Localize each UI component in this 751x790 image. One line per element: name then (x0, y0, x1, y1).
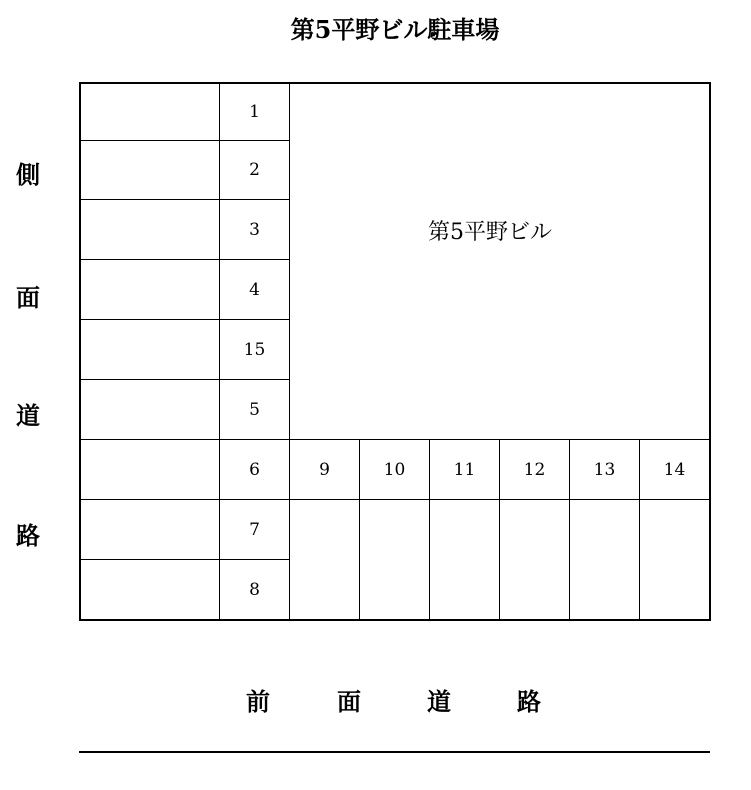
parking-space: 2 (219, 140, 290, 200)
front-road-char: 路 (517, 687, 541, 716)
left-space (79, 499, 220, 560)
front-road-char: 前 (246, 687, 270, 716)
left-space (79, 259, 220, 320)
lower-space (359, 499, 430, 620)
parking-space: 10 (359, 439, 430, 500)
left-space (79, 82, 220, 141)
left-space (79, 439, 220, 500)
left-space (79, 199, 220, 260)
parking-space: 13 (569, 439, 640, 500)
side-road-char: 側 (16, 160, 40, 189)
left-space (79, 379, 220, 440)
side-road-char: 面 (16, 283, 40, 312)
side-road-char: 道 (16, 401, 40, 430)
page-title: 第5平野ビル駐車場 (290, 15, 500, 44)
lower-space (639, 499, 710, 620)
parking-space: 1 (219, 82, 290, 141)
parking-space: 4 (219, 259, 290, 320)
building-label: 第5平野ビル (428, 220, 552, 245)
parking-space: 3 (219, 199, 290, 260)
left-space (79, 559, 220, 620)
parking-space: 14 (639, 439, 710, 500)
parking-space: 11 (429, 439, 500, 500)
lower-space (569, 499, 640, 620)
lower-space (429, 499, 500, 620)
parking-space: 8 (219, 559, 290, 620)
parking-space: 9 (289, 439, 360, 500)
front-road-char: 道 (427, 687, 451, 716)
left-space (79, 319, 220, 380)
parking-space: 6 (219, 439, 290, 500)
lower-space (289, 499, 360, 620)
lower-space (499, 499, 570, 620)
parking-space: 7 (219, 499, 290, 560)
parking-space: 12 (499, 439, 570, 500)
front-road-char: 面 (337, 687, 361, 716)
front-road-line (79, 751, 710, 753)
parking-space: 5 (219, 379, 290, 440)
side-road-char: 路 (16, 521, 40, 550)
left-space (79, 140, 220, 200)
parking-space: 15 (219, 319, 290, 380)
